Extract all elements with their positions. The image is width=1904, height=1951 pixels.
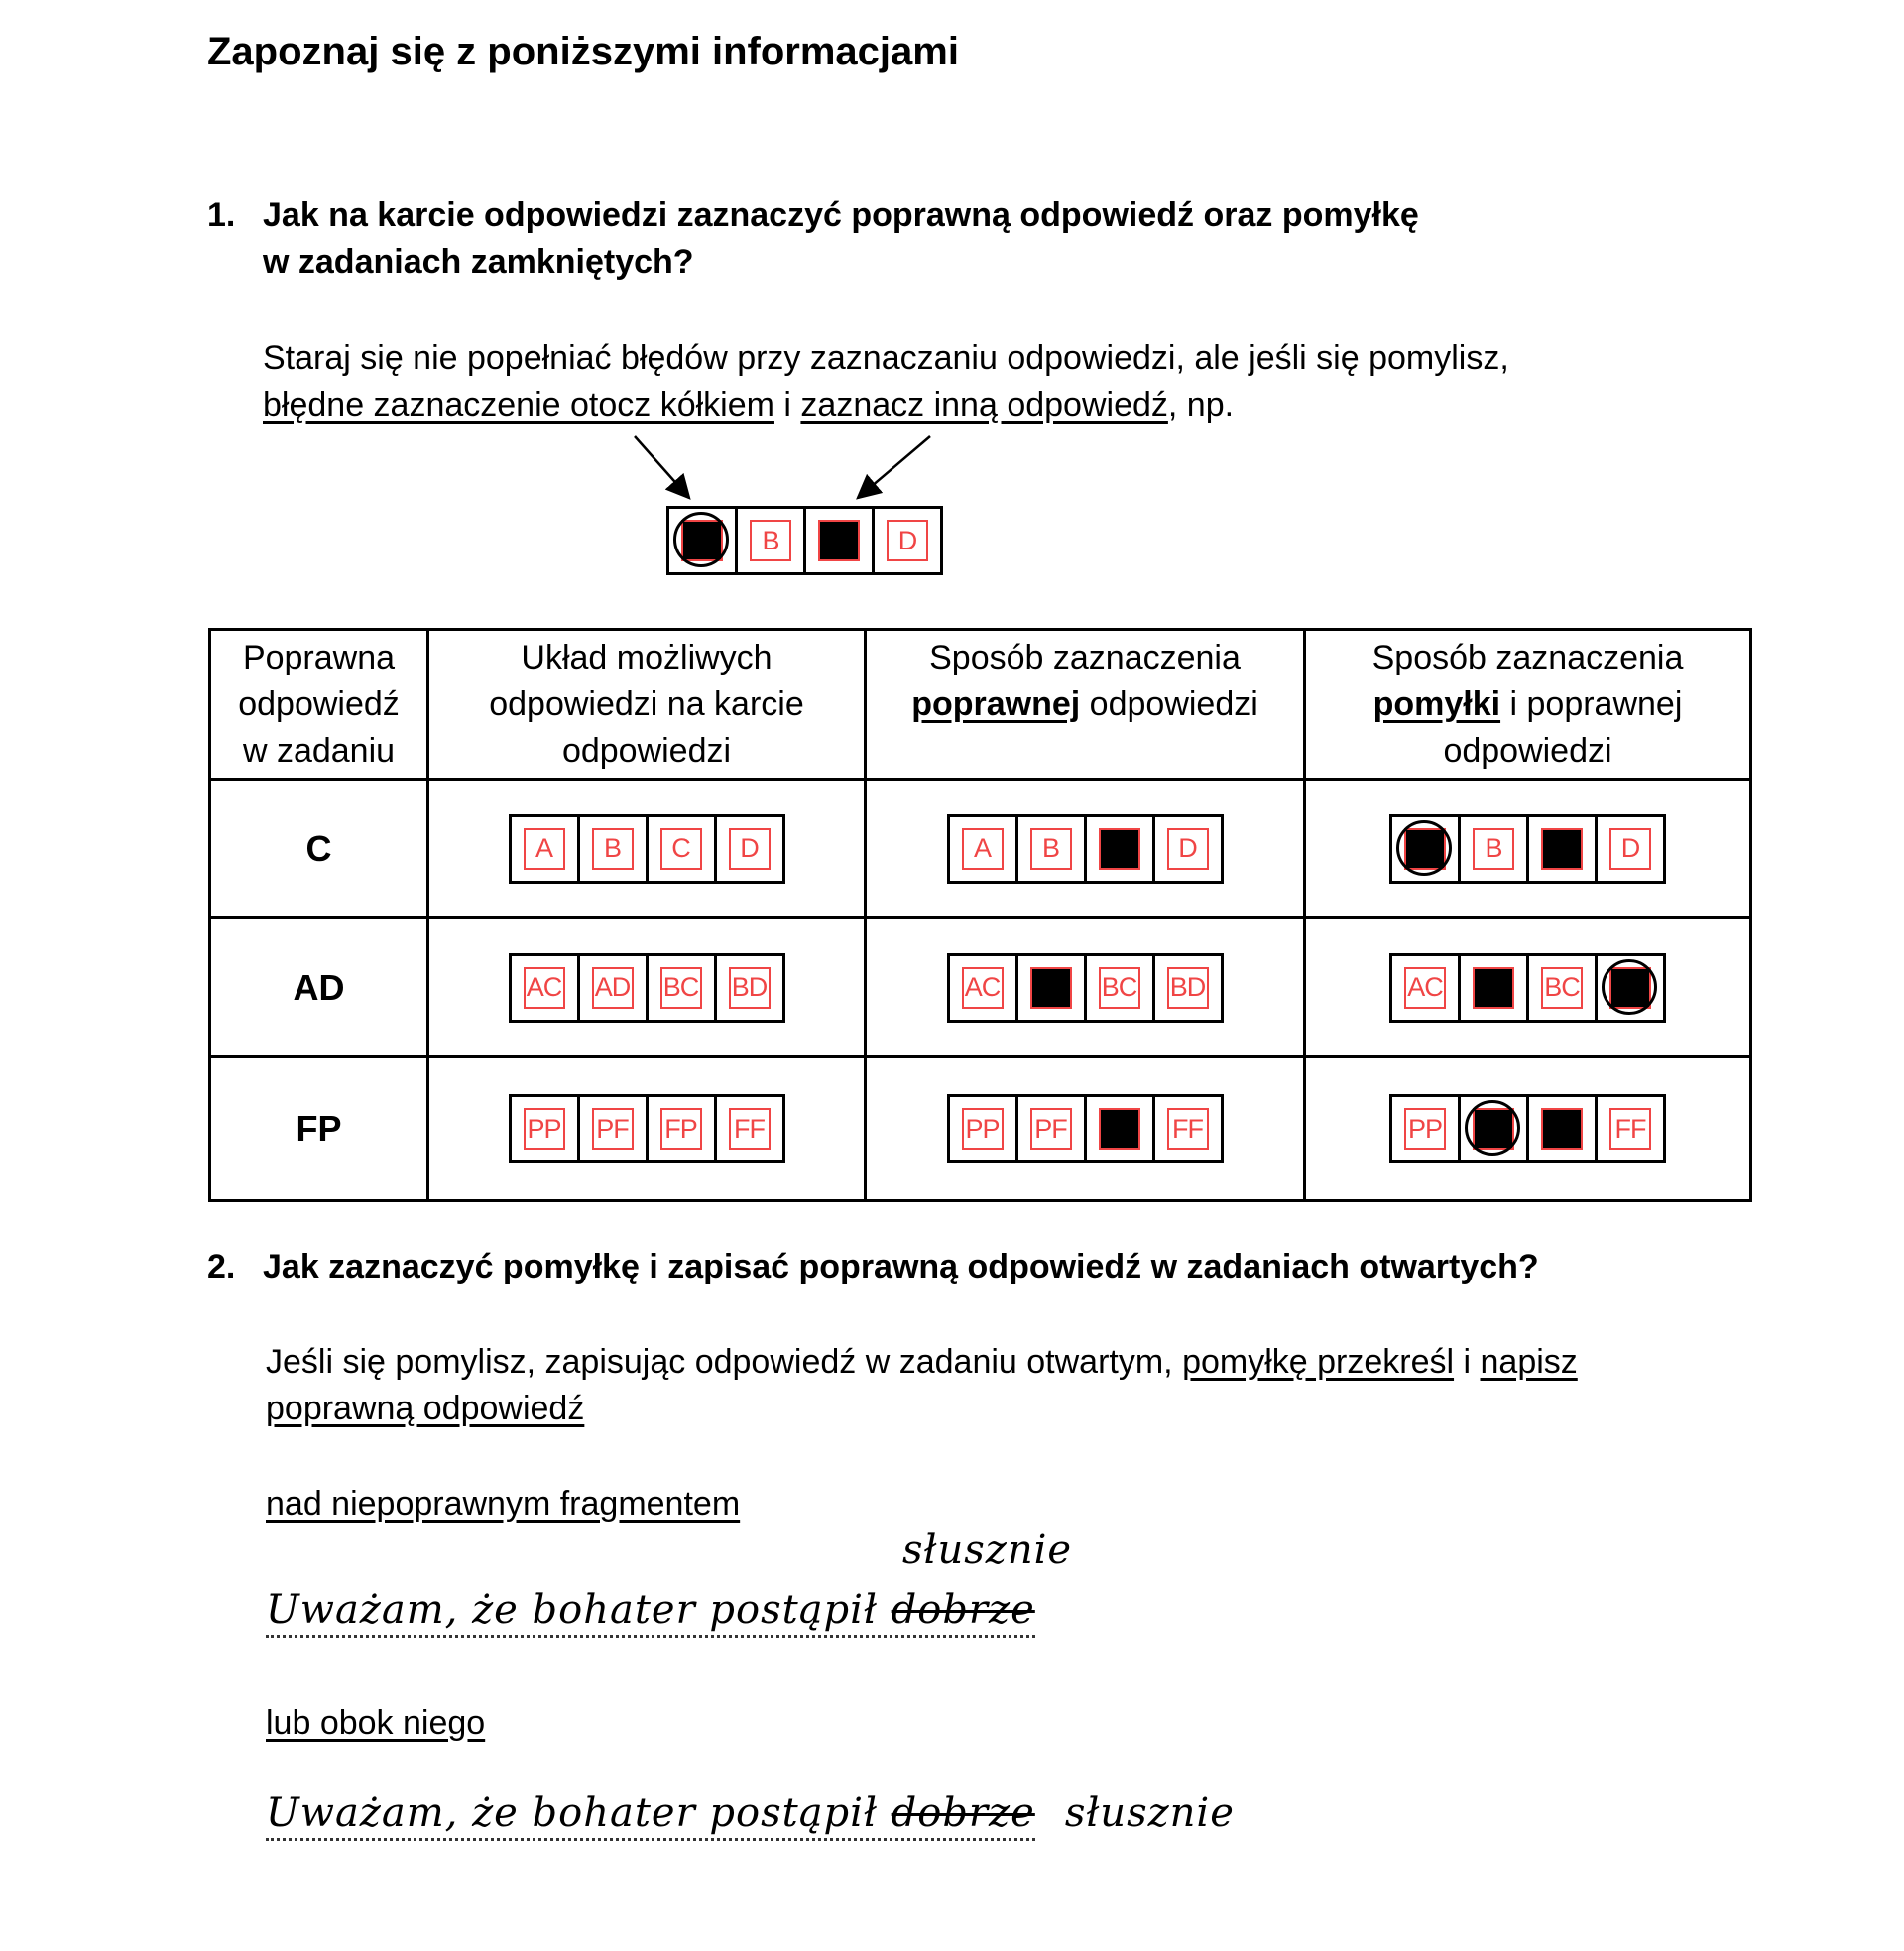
correction-above: słusznie xyxy=(902,1527,1073,1573)
example-sentence-2 xyxy=(266,1790,1235,1836)
header-rest: odpowiedzi xyxy=(1080,685,1258,723)
option-label: FP xyxy=(660,1108,702,1150)
question-1-number: 1. xyxy=(207,196,236,234)
filled-mark-icon xyxy=(1541,828,1583,870)
header-correct-answer xyxy=(210,630,428,780)
struck-word: dobrze xyxy=(891,1790,1035,1836)
question-2-text: Jak zaznaczyć pomyłkę i zapisać poprawną odpowiedź w zadaniach otwartych? xyxy=(263,1248,1539,1285)
option-label: BC xyxy=(1099,967,1140,1009)
row-answer: FP xyxy=(210,1057,428,1201)
option-label: A xyxy=(962,828,1004,870)
header-text: odpowiedzi xyxy=(1443,732,1612,770)
answer-box xyxy=(646,956,714,1020)
answer-box xyxy=(1084,817,1152,881)
instruction-2-correct-text: poprawną odpowiedź xyxy=(266,1390,585,1427)
option-label: D xyxy=(1609,828,1651,870)
answer-box xyxy=(1392,1097,1458,1160)
option-above-text: nad niepoprawnym fragmentem xyxy=(266,1485,741,1523)
row-correct xyxy=(866,918,1305,1057)
answer-box xyxy=(1015,956,1084,1020)
option-label: C xyxy=(660,828,702,870)
answer-box xyxy=(1015,1097,1084,1160)
header-text xyxy=(1306,681,1749,728)
answer-box xyxy=(512,956,577,1020)
option-label: BD xyxy=(1167,967,1209,1009)
answer-box xyxy=(1458,817,1526,881)
header-text: odpowiedź xyxy=(238,685,400,723)
option-label: FF xyxy=(1609,1108,1651,1150)
option-label: D xyxy=(887,520,928,561)
instruction-2-write-text: napisz xyxy=(1480,1343,1578,1381)
option-label: PF xyxy=(1030,1108,1072,1150)
answer-strip xyxy=(1389,1094,1666,1163)
option-label: AC xyxy=(962,967,1004,1009)
sentence-text: Uważam, że bohater postąpił xyxy=(266,1587,892,1633)
answer-box xyxy=(1015,817,1084,881)
answer-strip xyxy=(947,953,1224,1023)
answer-box xyxy=(1595,1097,1663,1160)
question-1-line2: w zadaniach zamkniętych? xyxy=(263,243,694,281)
header-rest: i poprawnej xyxy=(1500,685,1683,723)
mistake-circle-icon xyxy=(673,512,729,567)
answer-box xyxy=(1084,1097,1152,1160)
question-1-line1: Jak na karcie odpowiedzi zaznaczyć poprawną odpowiedź oraz pomyłkę xyxy=(263,196,1419,234)
answer-box xyxy=(1392,956,1458,1020)
header-text xyxy=(867,681,1303,728)
answer-strip xyxy=(947,1094,1224,1163)
instruction-2-line2 xyxy=(266,1386,584,1432)
answer-strip xyxy=(1389,814,1666,884)
row-mistake xyxy=(1305,918,1751,1057)
answer-box xyxy=(803,509,872,572)
option-label: AC xyxy=(1404,967,1446,1009)
instruction-1-line2 xyxy=(263,382,1234,428)
option-label: FF xyxy=(1167,1108,1209,1150)
answer-box xyxy=(1152,817,1221,881)
arrows-icon xyxy=(615,427,952,506)
row-layout xyxy=(428,1057,866,1201)
header-bold: poprawnej xyxy=(911,685,1081,723)
table-header-row xyxy=(210,630,1751,780)
filled-mark-icon xyxy=(1473,967,1514,1009)
example-strip xyxy=(666,506,943,575)
answer-box xyxy=(714,956,782,1020)
answer-box xyxy=(714,1097,782,1160)
instruction-tail: , np. xyxy=(1167,386,1235,424)
question-2 xyxy=(207,1248,1539,1286)
header-mistake-marking xyxy=(1305,630,1751,780)
row-correct xyxy=(866,1057,1305,1201)
option-label: PP xyxy=(524,1108,565,1150)
page-title: Zapoznaj się z poniższymi informacjami xyxy=(207,30,959,73)
answer-strip xyxy=(509,1094,785,1163)
answer-strip xyxy=(666,506,943,575)
row-correct xyxy=(866,780,1305,918)
answer-box xyxy=(950,956,1015,1020)
instruction-2-line1 xyxy=(266,1339,1578,1386)
header-text: w zadaniu xyxy=(242,732,396,770)
answer-box xyxy=(1458,1097,1526,1160)
answer-box xyxy=(512,817,577,881)
answer-box xyxy=(950,817,1015,881)
filled-mark-icon xyxy=(1099,1108,1140,1150)
option-label: AD xyxy=(592,967,634,1009)
answer-box xyxy=(577,956,646,1020)
option-label: PP xyxy=(1404,1108,1446,1150)
filled-mark-icon xyxy=(818,520,860,561)
answer-box xyxy=(1152,1097,1221,1160)
answer-strip xyxy=(509,814,785,884)
instruction-2-strike-text: pomyłkę przekreśl xyxy=(1182,1343,1455,1381)
option-beside-text: lub obok niego xyxy=(266,1704,486,1742)
answer-box xyxy=(714,817,782,881)
option-label: AC xyxy=(524,967,565,1009)
row-layout xyxy=(428,918,866,1057)
option-label: B xyxy=(750,520,791,561)
instruction-2-text: Jeśli się pomylisz, zapisując odpowiedź w zadaniu otwartym, xyxy=(266,1343,1183,1381)
answer-box xyxy=(1152,956,1221,1020)
header-text: Poprawna xyxy=(242,639,396,676)
example-sentence-1 xyxy=(266,1587,1035,1633)
instruction-mark-other-text: zaznacz inną odpowiedź xyxy=(800,386,1168,424)
option-label: B xyxy=(592,828,634,870)
answer-box xyxy=(577,1097,646,1160)
filled-mark-icon xyxy=(1541,1108,1583,1150)
answer-box xyxy=(1084,956,1152,1020)
answer-box xyxy=(577,817,646,881)
filled-mark-icon xyxy=(1030,967,1072,1009)
table-row xyxy=(210,780,1751,918)
header-text: Sposób zaznaczenia xyxy=(929,639,1241,676)
mistake-circle-icon xyxy=(1396,820,1452,876)
instruction-2-connector: i xyxy=(1454,1343,1481,1381)
question-2-number: 2. xyxy=(207,1248,236,1285)
answer-box xyxy=(1526,1097,1595,1160)
option-label: A xyxy=(524,828,565,870)
row-answer: C xyxy=(210,780,428,918)
header-text: odpowiedzi xyxy=(561,732,732,770)
option-label: BC xyxy=(660,967,702,1009)
example-sentence-line xyxy=(266,1790,1035,1841)
option-label: B xyxy=(1473,828,1514,870)
correction-beside: słusznie xyxy=(1064,1790,1235,1836)
instruction-connector: i xyxy=(774,386,801,424)
answer-box xyxy=(872,509,940,572)
option-label: BD xyxy=(729,967,771,1009)
option-beside xyxy=(266,1700,485,1747)
option-label: PP xyxy=(962,1108,1004,1150)
answer-box xyxy=(646,817,714,881)
answer-box xyxy=(512,1097,577,1160)
marking-table xyxy=(208,628,1752,1202)
answer-strip xyxy=(947,814,1224,884)
option-label: FF xyxy=(729,1108,771,1150)
header-layout xyxy=(428,630,866,780)
struck-word: dobrze xyxy=(891,1587,1035,1633)
header-correct-marking xyxy=(866,630,1305,780)
answer-strip xyxy=(509,953,785,1023)
mistake-circle-icon xyxy=(1602,959,1657,1015)
header-text: Układ możliwych xyxy=(521,639,773,676)
row-answer: AD xyxy=(210,918,428,1057)
answer-box xyxy=(1526,956,1595,1020)
filled-mark-icon xyxy=(1099,828,1140,870)
header-bold: pomyłki xyxy=(1372,685,1501,723)
table-row xyxy=(210,1057,1751,1201)
answer-box xyxy=(1458,956,1526,1020)
answer-box xyxy=(646,1097,714,1160)
row-mistake xyxy=(1305,1057,1751,1201)
header-text: Sposób zaznaczenia xyxy=(1371,639,1684,676)
question-1 xyxy=(207,196,1419,235)
option-label: D xyxy=(1167,828,1209,870)
instruction-1-line1: Staraj się nie popełniać błędów przy zaznaczaniu odpowiedzi, ale jeśli się pomylisz, xyxy=(263,339,1509,377)
sentence-text: Uważam, że bohater postąpił xyxy=(266,1790,892,1836)
answer-box xyxy=(669,509,735,572)
answer-box xyxy=(950,1097,1015,1160)
instruction-circle-text: błędne zaznaczenie otocz kółkiem xyxy=(263,386,774,424)
option-label: B xyxy=(1030,828,1072,870)
header-text: odpowiedzi na karcie xyxy=(489,685,804,723)
example-sentence-line xyxy=(266,1587,1035,1638)
option-above xyxy=(266,1481,740,1527)
mistake-circle-icon xyxy=(1465,1100,1520,1156)
answer-box xyxy=(1392,817,1458,881)
row-layout xyxy=(428,780,866,918)
answer-box xyxy=(1595,956,1663,1020)
row-mistake xyxy=(1305,780,1751,918)
table-row xyxy=(210,918,1751,1057)
answer-strip xyxy=(1389,953,1666,1023)
answer-box xyxy=(1526,817,1595,881)
option-label: BC xyxy=(1541,967,1583,1009)
answer-box xyxy=(1595,817,1663,881)
option-label: PF xyxy=(592,1108,634,1150)
answer-box xyxy=(735,509,803,572)
option-label: D xyxy=(729,828,771,870)
